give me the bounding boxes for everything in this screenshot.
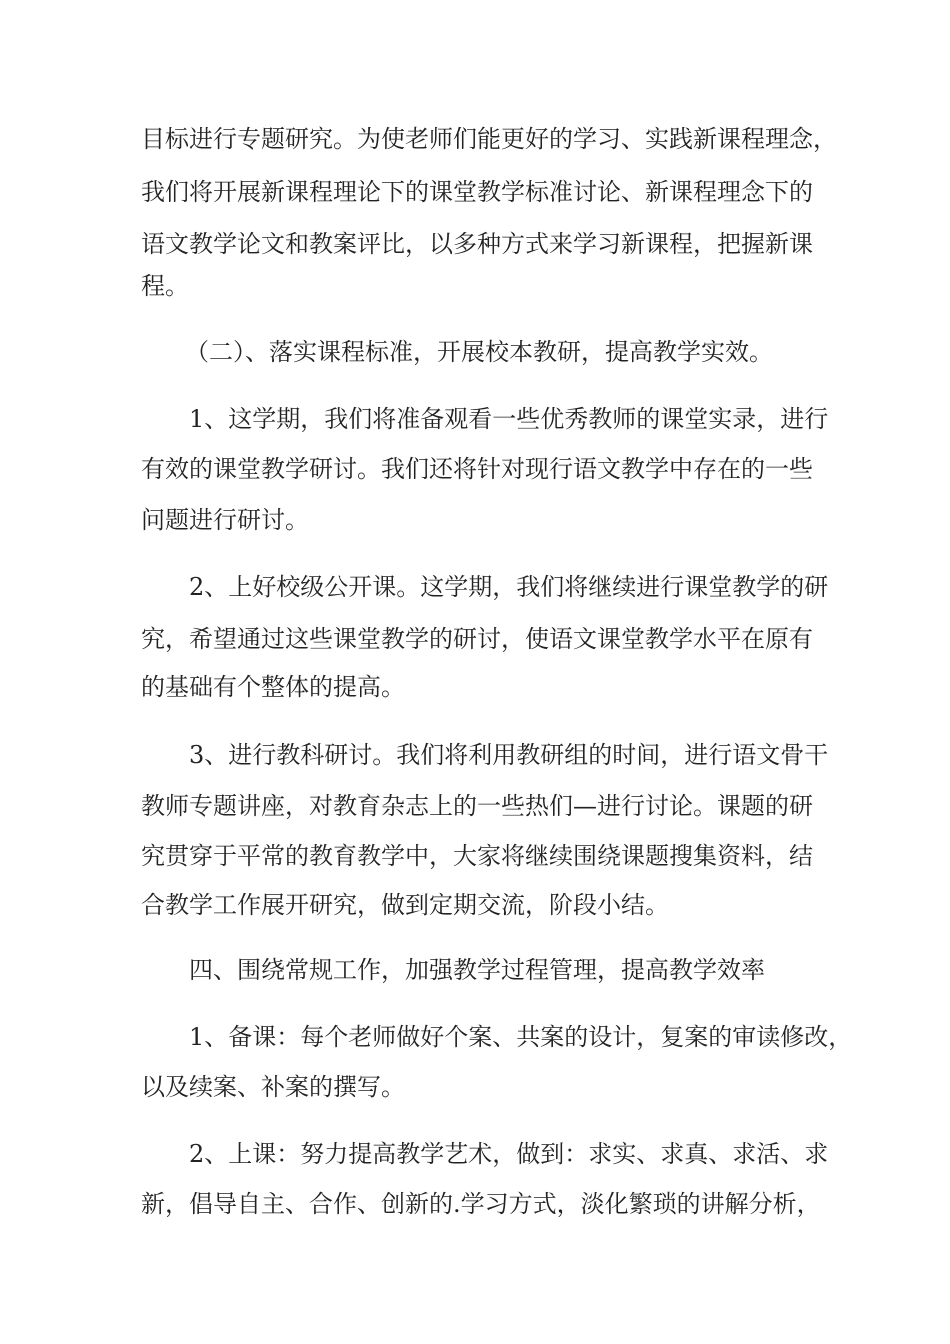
paragraph-1-line-2: 我们将开展新课程理论下的课堂教学标准讨论、新课程理念下的 [141, 178, 813, 206]
paragraph-7-line-1: 1、备课：每个老师做好个案、共案的设计，复案的审读修改， [189, 1023, 853, 1051]
paragraph-5-line-4: 合教学工作展开研究，做到定期交流，阶段小结。 [141, 891, 669, 919]
paragraph-4-line-2: 究，希望通过这些课堂教学的研讨，使语文课堂教学水平在原有 [141, 625, 813, 653]
paragraph-3-line-2: 有效的课堂教学研讨。我们还将针对现行语文教学中存在的一些 [141, 455, 813, 483]
paragraph-7-line-2: 以及续案、补案的撰写。 [141, 1073, 405, 1101]
section-heading-6: 四、围绕常规工作，加强教学过程管理，提高教学效率 [189, 956, 765, 984]
paragraph-5-line-3: 究贯穿于平常的教育教学中，大家将继续围绕课题搜集资料，结 [141, 842, 813, 870]
paragraph-1-line-3: 语文教学论文和教案评比，以多种方式来学习新课程，把握新课 [141, 230, 813, 258]
paragraph-1-line-4: 程。 [141, 272, 189, 300]
paragraph-5-line-1: 3、进行教科研讨。我们将利用教研组的时间，进行语文骨干 [189, 741, 829, 769]
section-heading-2: （二）、落实课程标准，开展校本教研，提高教学实效。 [185, 338, 773, 366]
paragraph-3-line-1: 1、这学期，我们将准备观看一些优秀教师的课堂实录，进行 [189, 405, 829, 433]
paragraph-3-line-3: 问题进行研讨。 [141, 506, 309, 534]
paragraph-8-line-1: 2、上课：努力提高教学艺术，做到：求实、求真、求活、求 [189, 1140, 829, 1168]
paragraph-1-line-1: 目标进行专题研究。为使老师们能更好的学习、实践新课程理念， [141, 125, 837, 153]
paragraph-4-line-3: 的基础有个整体的提高。 [141, 673, 405, 701]
paragraph-4-line-1: 2、上好校级公开课。这学期，我们将继续进行课堂教学的研 [189, 573, 829, 601]
paragraph-8-line-2: 新，倡导自主、合作、创新的.学习方式，淡化繁琐的讲解分析， [141, 1190, 821, 1218]
paragraph-5-line-2: 教师专题讲座，对教育杂志上的一些热们—进行讨论。课题的研 [141, 792, 813, 820]
